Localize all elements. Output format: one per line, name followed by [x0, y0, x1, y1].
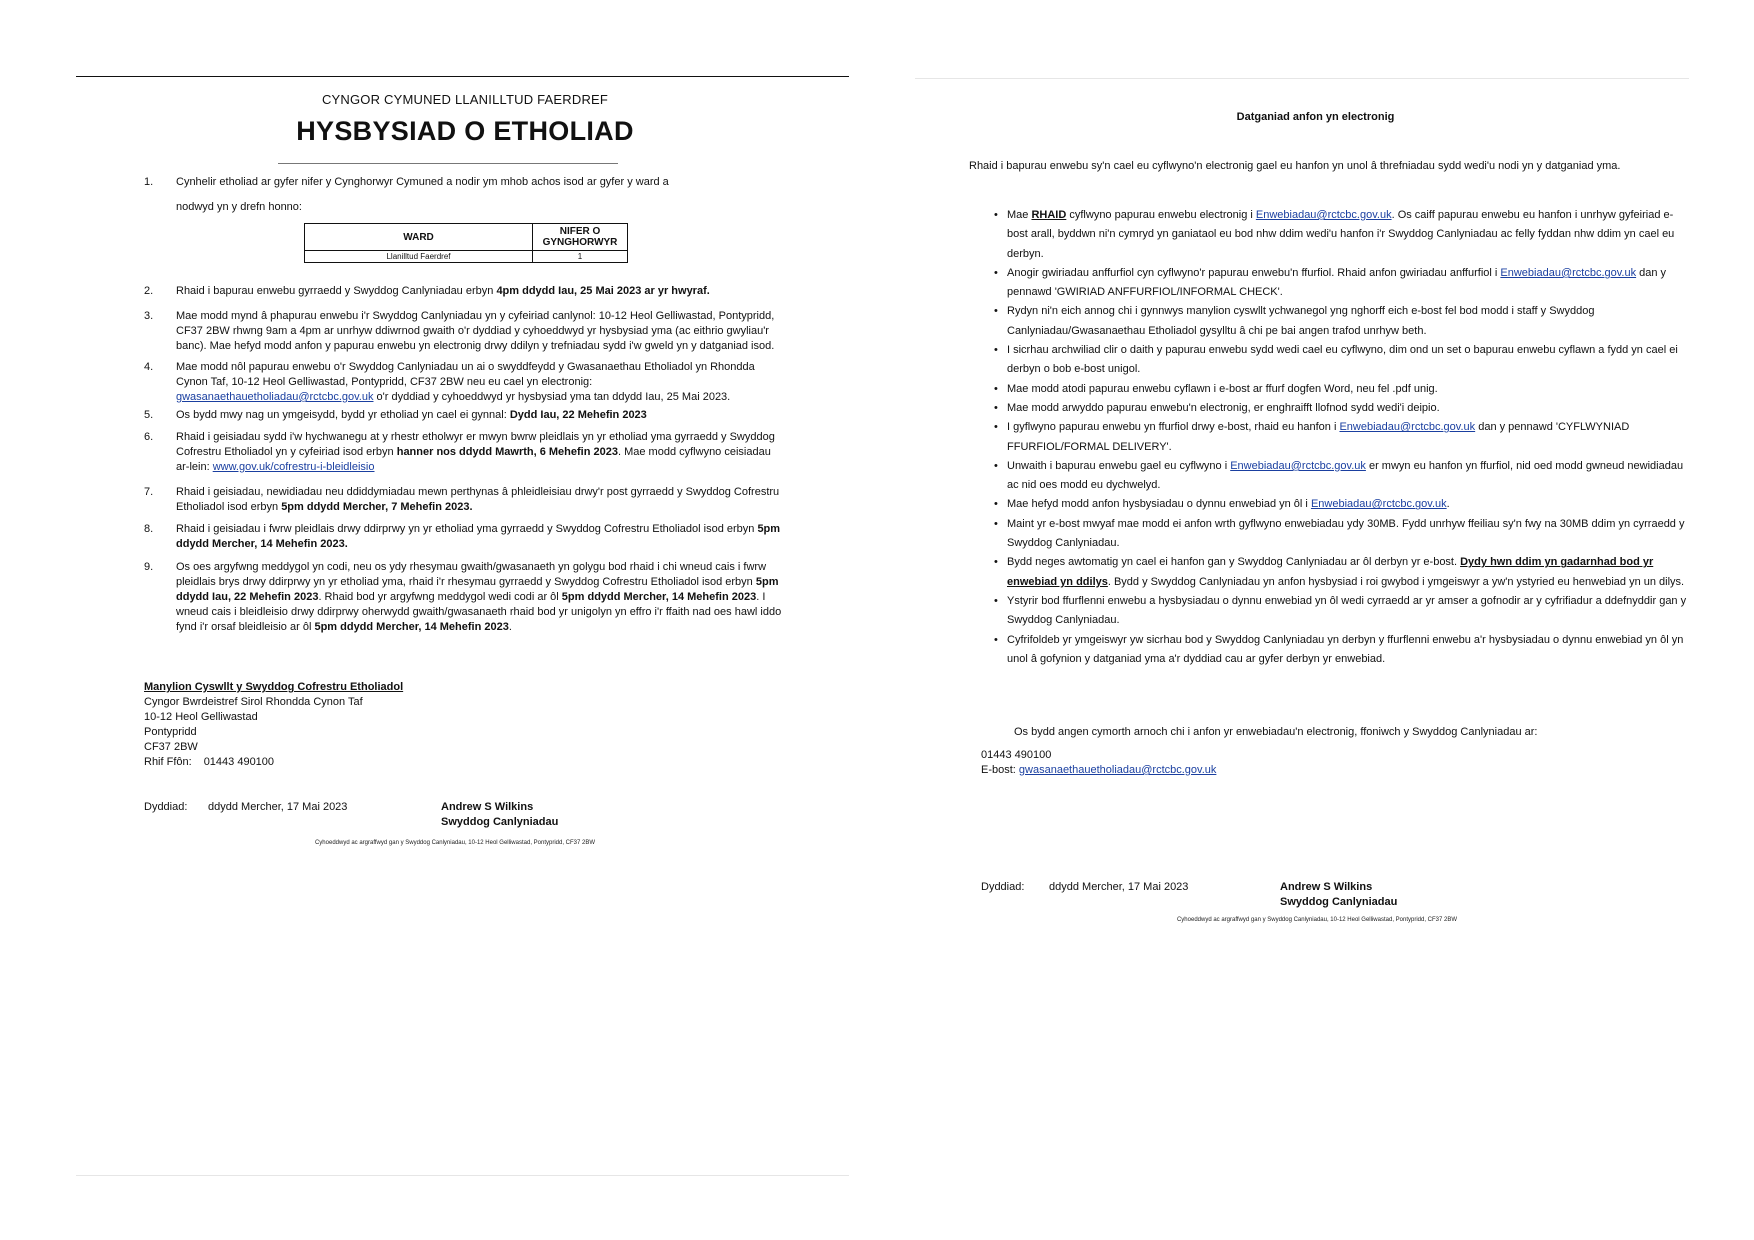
ward-column-header: WARD	[305, 224, 533, 251]
item-number: 4.	[144, 361, 154, 373]
item-number: 5.	[144, 409, 154, 421]
bullet-icon: •	[994, 459, 998, 472]
bullet-icon: •	[994, 517, 998, 530]
item-text: Mae hefyd modd anfon hysbysiadau o dynnu enwebiad yn ôl i	[1007, 498, 1311, 511]
list-item	[994, 457, 1694, 496]
item-text: Mae modd mynd â phapurau enwebu i'r Swyddog Canlyniadau yn y cyfeiriad canlynol: 10-12 Heol Gelliwastad, Pontypridd, CF37 2BW rhwng 9am a 4pm ar unrhyw ddiwrnod gwaith o'r dyddiad y cyhoeddwyd yr hysbysiad yma (ac eithrio gwyliau'r banc). Mae hefyd modd anfon y papurau enwebu yn electronig drwy ddilyn y trefniadau sydd i'w gweld yn y datganiad isod.	[176, 310, 775, 352]
deadline-text: 5pm ddydd Mercher, 14 Mehefin 2023.	[176, 523, 781, 550]
council-name: CYNGOR CYMUNED LLANILLTUD FAERDREF	[321, 92, 609, 107]
item-text: .	[1446, 498, 1450, 511]
signer-name: Andrew S Wilkins	[1280, 881, 1373, 893]
item-text: Rhaid i geisiadau, newidiadau neu ddiddymiadau mewn perthynas â phleidleisiau drwy'r post gyrraedd y Swyddog Cofrestru Etholiadol isod erbyn	[176, 486, 780, 513]
item-text: cyflwyno papurau enwebu electronig i	[1066, 209, 1256, 221]
count-cell: 1	[533, 251, 628, 263]
item-text: Anogir gwiriadau anffurfiol cyn cyflwyno'r papurau enwebu'n ffurfiol. Rhaid anfon gwiriadau anffurfiol i	[1007, 266, 1501, 279]
item-text: . Rhaid bod yr argyfwng meddygol wedi codi ar ôl	[318, 591, 562, 603]
item-text: Unwaith i bapurau enwebu gael eu cyflwyno i	[1007, 459, 1231, 472]
item-number: 8.	[144, 523, 154, 535]
item-text: Mae modd arwyddo papurau enwebu'n electronig, er enghraifft llofnod sydd wedi'i deipio.	[1007, 401, 1440, 414]
signer-role: Swyddog Canlyniadau	[441, 816, 559, 828]
help-text: Os bydd angen cymorth arnoch chi i anfon yr enwebiadau'n electronig, ffoniwch y Swyddog Canlyniadau ar:	[1014, 726, 1538, 738]
ward-table	[304, 223, 628, 263]
top-rule	[76, 76, 849, 77]
bullet-icon: •	[994, 421, 998, 434]
bottom-rule	[76, 1175, 849, 1176]
bullet-icon: •	[994, 209, 998, 221]
deadline-text: 5pm ddydd Mercher, 14 Mehefin 2023	[561, 591, 757, 603]
notice-item-5	[144, 408, 784, 423]
list-item	[994, 515, 1694, 554]
item-text: dan y pennawd 'GWIRIAD ANFFURFIOL/INFORMAL CHECK'.	[1007, 266, 1667, 299]
list-item	[994, 399, 1694, 418]
deadline-text: 5pm ddydd Iau, 22 Mehefin 2023	[176, 576, 779, 603]
item-number: 3.	[144, 310, 154, 322]
contact-line: 10-12 Heol Gelliwastad	[144, 711, 258, 723]
statement-intro: Rhaid i bapurau enwebu sy'n cael eu cyflwyno'n electronig gael eu hanfon yn unol â threfniadau sydd wedi'u nodi yn y datganiad yma.	[969, 160, 1621, 172]
date-label: Dyddiad:	[144, 801, 188, 813]
item-text: dan y pennawd 'CYFLWYNIAD FFURFIOL/FORMAL DELIVERY'.	[1007, 421, 1630, 453]
item-text: . Bydd y Swyddog Canlyniadau yn anfon hysbysiad i roi gwybod i ymgeiswyr a yw'n ystyried eu henwebiad yn un dilys.	[1107, 575, 1685, 588]
item-text: Cyfrifoldeb yr ymgeiswyr yw sicrhau bod y Swyddog Canlyniadau yn derbyn y ffurflenni enwebu a'r hysbysiadau o dynnu enwebiad yn ôl yn unol â gofynion y datganiad yma a'r dyddiad cau ar gyfer derbyn yr enwebiad.	[1007, 633, 1684, 665]
notice-item-1	[144, 175, 784, 215]
notice-item-4	[144, 360, 784, 405]
phone-label: Rhif Ffôn:	[144, 756, 192, 768]
item-text: Mae	[1007, 209, 1032, 221]
deadline-text: 5pm ddydd Mercher, 14 Mehefin 2023	[314, 621, 509, 633]
phone-number: 01443 490100	[203, 756, 275, 768]
list-item	[994, 553, 1694, 592]
item-text: Maint yr e-bost mwyaf mae modd ei anfon wrth gyflwyno enwebiadau ydy 30MB. Fydd unrhyw ffeiliau sy'n fwy na 30MB ddim yn cyrraedd y Swyddog Canlyniadau.	[1007, 517, 1685, 550]
item-number: 1.	[144, 176, 154, 188]
bullet-icon: •	[994, 498, 998, 511]
contact-heading: Manylion Cyswllt y Swyddog Cofrestru Etholiadol	[144, 681, 404, 693]
item-text: .	[508, 621, 512, 633]
email-link[interactable]: Enwebiadau@rctcbc.gov.uk	[1500, 266, 1637, 279]
item-text: Rhaid i geisiadau i fwrw pleidlais drwy ddirprwy yn yr etholiad yma gyrraedd y Swyddog Cofrestru Etholiadol isod erbyn	[176, 523, 758, 535]
item-text: Rhaid i bapurau enwebu gyrraedd y Swyddog Canlyniadau erbyn	[176, 285, 497, 297]
email-link[interactable]: Enwebiadau@rctcbc.gov.uk	[1255, 209, 1392, 221]
item-text: Os bydd mwy nag un ymgeisydd, bydd yr etholiad yn cael ei gynnal:	[176, 409, 510, 421]
item-text: . Mae modd cyflwyno ceisiadau ar-lein:	[176, 446, 771, 473]
list-item	[994, 341, 1694, 380]
top-rule	[915, 78, 1689, 79]
item-text: Rhaid i geisiadau sydd i'w hychwanegu at y rhestr etholwyr er mwyn bwrw pleidlais yn yr etholiad yma gyrraedd y Swyddog Cofrestru Etholiadol yn y cyfeiriad isod erbyn	[176, 431, 775, 458]
item-number: 6.	[144, 431, 154, 443]
contact-details	[144, 680, 403, 770]
title-divider	[278, 163, 618, 164]
email-link[interactable]: Enwebiadau@rctcbc.gov.uk	[1230, 459, 1366, 472]
statement-page	[877, 0, 1754, 1240]
item-text: nodwyd yn y drefn honno:	[176, 201, 302, 213]
item-text: I sicrhau archwiliad clir o daith y papurau enwebu sydd wedi cael eu cyflwyno, dim ond un set o bapurau enwebu cyflawn a fydd yn cael ei derbyn o bob e-bost unigol.	[1007, 344, 1678, 376]
table-row	[305, 251, 628, 263]
register-link[interactable]: www.gov.uk/cofrestru-i-bleidleisio	[212, 461, 375, 473]
email-link[interactable]: gwasanaethauetholiadau@rctcbc.gov.uk	[176, 391, 374, 403]
election-date: Dydd Iau, 22 Mehefin 2023	[509, 409, 647, 421]
item-number: 2.	[144, 285, 154, 297]
list-item	[994, 592, 1694, 631]
email-link[interactable]: Enwebiadau@rctcbc.gov.uk	[1310, 498, 1447, 511]
date-value: ddydd Mercher, 17 Mai 2023	[1049, 881, 1189, 893]
list-item	[994, 206, 1694, 264]
notice-item-7	[144, 485, 784, 515]
phone-number: 01443 490100	[981, 749, 1052, 761]
list-item	[994, 418, 1694, 457]
notice-item-2	[144, 284, 784, 299]
deadline-text: 5pm ddydd Mercher, 7 Mehefin 2023.	[281, 501, 473, 513]
email-link[interactable]: gwasanaethauetholiadau@rctcbc.gov.uk	[1018, 764, 1217, 776]
item-text: Bydd neges awtomatig yn cael ei hanfon gan y Swyddog Canlyniadau ar ôl derbyn yr e-bost.	[1007, 556, 1461, 569]
item-text: . Os caiff papurau enwebu eu hanfon i unrhyw gyfeiriad e-bost arall, byddwn ni'n cymryd yn ganiataol eu bod nhw ddim wedi'u hanfon i'r Swyddog Canlyniadau ac felly fyddan nhw ddim yn cael eu derbyn.	[1007, 209, 1675, 260]
bullet-icon: •	[994, 633, 998, 646]
page-title: HYSBYSIAD O ETHOLIAD	[296, 116, 634, 146]
item-text: Os oes argyfwng meddygol yn codi, neu os ydy rhesymau gwaith/gwasanaeth yn golygu bod rhaid i chi wneud cais i fwrw pleidlais brys drwy ddirprwy yn yr etholiad yma, rhaid i'r rhesymau gyrraedd y Swyddog Cofrestru Etholiadol isod erbyn	[176, 561, 767, 588]
notice-item-6	[144, 430, 784, 475]
item-text: Cynhelir etholiad ar gyfer nifer y Cynghorwyr Cymuned a nodir ym mhob achos isod ar gyfer y ward a	[176, 176, 669, 188]
footer-imprint: Cyhoeddwyd ac argraffwyd gan y Swyddog Canlyniadau, 10-12 Heol Gelliwastad, Pontypridd, CF37 2BW	[314, 840, 596, 846]
bullet-icon: •	[994, 594, 998, 607]
deadline-text: 4pm ddydd Iau, 25 Mai 2023 ar yr hwyraf.	[496, 285, 710, 297]
notice-item-9	[144, 560, 784, 635]
signer-role: Swyddog Canlyniadau	[1280, 896, 1398, 908]
item-text: er mwyn eu hanfon yn ffurfiol, nid oed modd gwneud newidiadau ac nid oes modd eu dychwelyd.	[1007, 459, 1684, 492]
ward-cell: Llanilltud Faerdref	[305, 251, 533, 263]
contact-line: Cyngor Bwrdeistref Sirol Rhondda Cynon Taf	[144, 696, 363, 708]
item-text: o'r dyddiad y cyhoeddwyd yr hysbysiad yma tan ddydd Iau, 25 Mai 2023.	[373, 391, 731, 403]
item-number: 7.	[144, 486, 154, 498]
list-item	[994, 264, 1694, 303]
email-link[interactable]: Enwebiadau@rctcbc.gov.uk	[1339, 421, 1476, 434]
item-text: Ystyrir bod ffurflenni enwebu a hysbysiadau o dynnu enwebiad yn ôl wedi cyrraedd ar yr amser a gofnodir ar y cyfrifiadur a ddefnyddir gan y Swyddog Canlyniadau.	[1007, 594, 1687, 627]
signer-name: Andrew S Wilkins	[441, 801, 534, 813]
list-item	[994, 631, 1694, 670]
item-text: . I wneud cais i bleidleisio drwy ddirprwy oherwydd gwaith/gwasanaeth rhaid bod yr unigolyn yn effro i'r ffaith nad oes hawl iddo fynd i'r orsaf bleidleisio ar ôl	[176, 591, 782, 633]
date-value: ddydd Mercher, 17 Mai 2023	[208, 801, 348, 813]
bullet-icon: •	[994, 305, 998, 318]
emphasis-text: Dydy hwn ddim yn gadarnhad bod yr enwebiad yn ddilys	[1007, 556, 1654, 588]
count-column-header: NIFER O GYNGHORWYR	[533, 224, 628, 251]
item-number: 9.	[144, 561, 154, 573]
item-text: Mae modd nôl papurau enwebu o'r Swyddog Canlyniadau un ai o swyddfeydd y Gwasanaethau Etholiadol yn Rhondda Cynon Taf, 10-12 Heol Gelliwastad, Pontypridd, CF37 2BW neu eu cael yn electronig:	[176, 361, 755, 388]
notice-item-8	[144, 522, 784, 552]
statement-title: Datganiad anfon yn electronig	[1236, 111, 1395, 123]
footer-imprint: Cyhoeddwyd ac argraffwyd gan y Swyddog Canlyniadau, 10-12 Heol Gelliwastad, Pontypridd, CF37 2BW	[1176, 917, 1458, 923]
bullet-icon: •	[994, 401, 998, 414]
item-text: Mae modd atodi papurau enwebu cyflawn i e-bost ar ffurf dogfen Word, neu fel .pdf unig.	[1007, 382, 1438, 395]
bullet-icon: •	[994, 556, 998, 569]
list-item	[994, 302, 1694, 341]
bullet-icon: •	[994, 382, 998, 395]
contact-line: Pontypridd	[144, 726, 197, 738]
deadline-text: hanner nos ddydd Mawrth, 6 Mehefin 2023	[396, 446, 618, 458]
emphasis-text: RHAID	[1031, 209, 1067, 221]
bullet-icon: •	[994, 266, 998, 279]
item-text: Rydyn ni'n eich annog chi i gynnwys manylion cyswllt ychwanegol yng nghorff eich e-bost fel bod modd i staff y Swyddog Canlyniadau/Gwasanaethau Etholiadol gysylltu â chi pe bai angen trafod unrhyw beth.	[1007, 305, 1595, 337]
notice-item-3	[144, 309, 784, 354]
date-label: Dyddiad:	[981, 881, 1025, 893]
list-item	[994, 495, 1694, 514]
contact-line: CF37 2BW	[144, 741, 198, 753]
contact-details	[981, 748, 1216, 778]
statement-list	[994, 206, 1694, 669]
email-label: E-bost:	[981, 764, 1019, 776]
bullet-icon: •	[994, 344, 998, 357]
item-text: I gyflwyno papurau enwebu yn ffurfiol drwy e-bost, rhaid eu hanfon i	[1007, 421, 1340, 434]
list-item	[994, 380, 1694, 399]
